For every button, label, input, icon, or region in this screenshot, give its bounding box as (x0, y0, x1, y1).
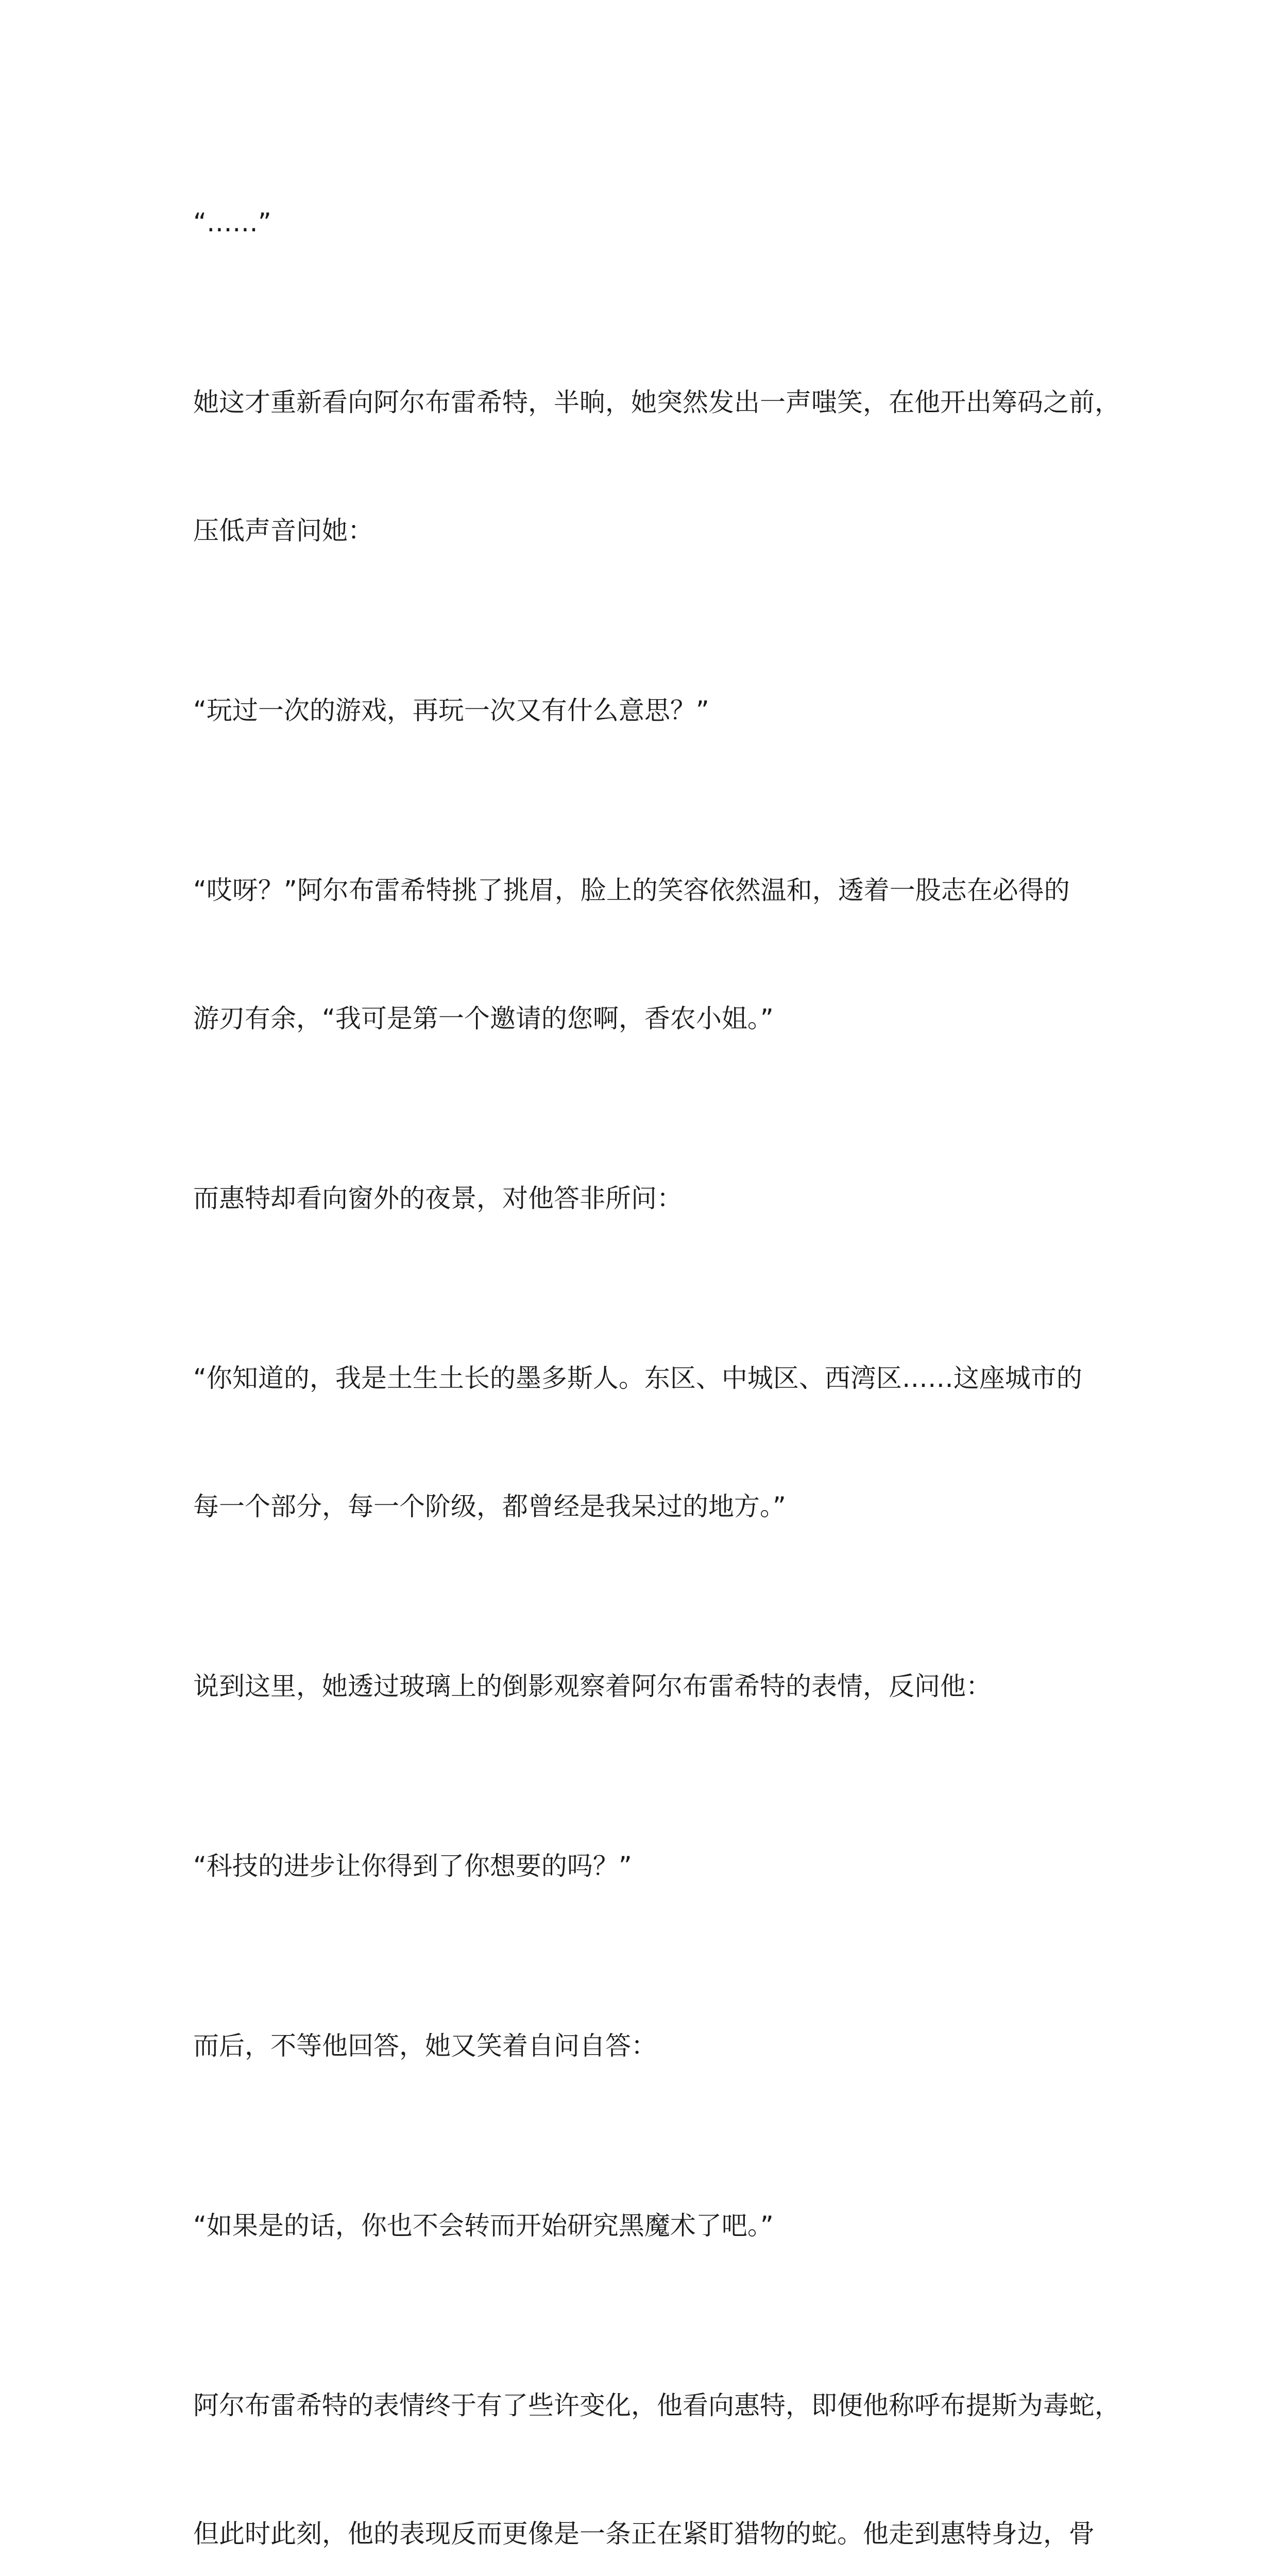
paragraph (193, 1134, 1105, 1263)
paragraph (193, 338, 1120, 595)
paragraph (193, 1802, 1105, 1930)
paragraph (193, 826, 1105, 1083)
text-line: “如果是的话，你也不会转而开始研究黑魔术了吧。” (193, 2211, 774, 2241)
text-line: 说到这里，她透过玻璃上的倒影观察着阿尔布雷希特的表情，反问他： (193, 1671, 992, 1701)
paragraph (193, 2341, 1120, 2576)
text-line: 阿尔布雷希特的表情终于有了些许变化，他看向惠特，即便他称呼布提斯为毒蛇， (193, 2391, 1120, 2420)
text-line: 压低声音问她： (193, 516, 373, 546)
text-line: 每一个部分，每一个阶级，都曾经是我呆过的地方。” (193, 1492, 786, 1521)
text-line: 但此时此刻，他的表现反而更像是一条正在紧盯猎物的蛇。他走到惠特身边，骨 (193, 2519, 1095, 2549)
text-line: “你知道的，我是土生土长的墨多斯人。东区、中城区、西湾区……这座城市的 (193, 1363, 1082, 1393)
text-line: 她这才重新看向阿尔布雷希特，半晌，她突然发出一声嗤笑，在他开出筹码之前， (193, 387, 1120, 417)
text-line: “哎呀？”阿尔布雷希特挑了挑眉，脸上的笑容依然温和，透着一股志在必得的 (193, 875, 1070, 905)
paragraph (193, 2161, 1105, 2290)
paragraph (193, 1314, 1105, 1571)
text-line: 而惠特却看向窗外的夜景，对他答非所问： (193, 1183, 683, 1213)
text-line: “玩过一次的游戏，再玩一次又有什么意思？” (193, 696, 709, 725)
paragraph (193, 1981, 1105, 2110)
paragraph (193, 1622, 1105, 1751)
body-text (193, 158, 1120, 2576)
text-line: 游刃有余，“我可是第一个邀请的您啊，香农小姐。” (193, 1004, 774, 1033)
paragraph (193, 646, 1105, 775)
text-line: “科技的进步让你得到了你想要的吗？” (193, 1851, 632, 1881)
paragraph (193, 158, 1105, 287)
text-line: “……” (193, 208, 271, 238)
text-line: 而后，不等他回答，她又笑着自问自答： (193, 2031, 657, 2061)
